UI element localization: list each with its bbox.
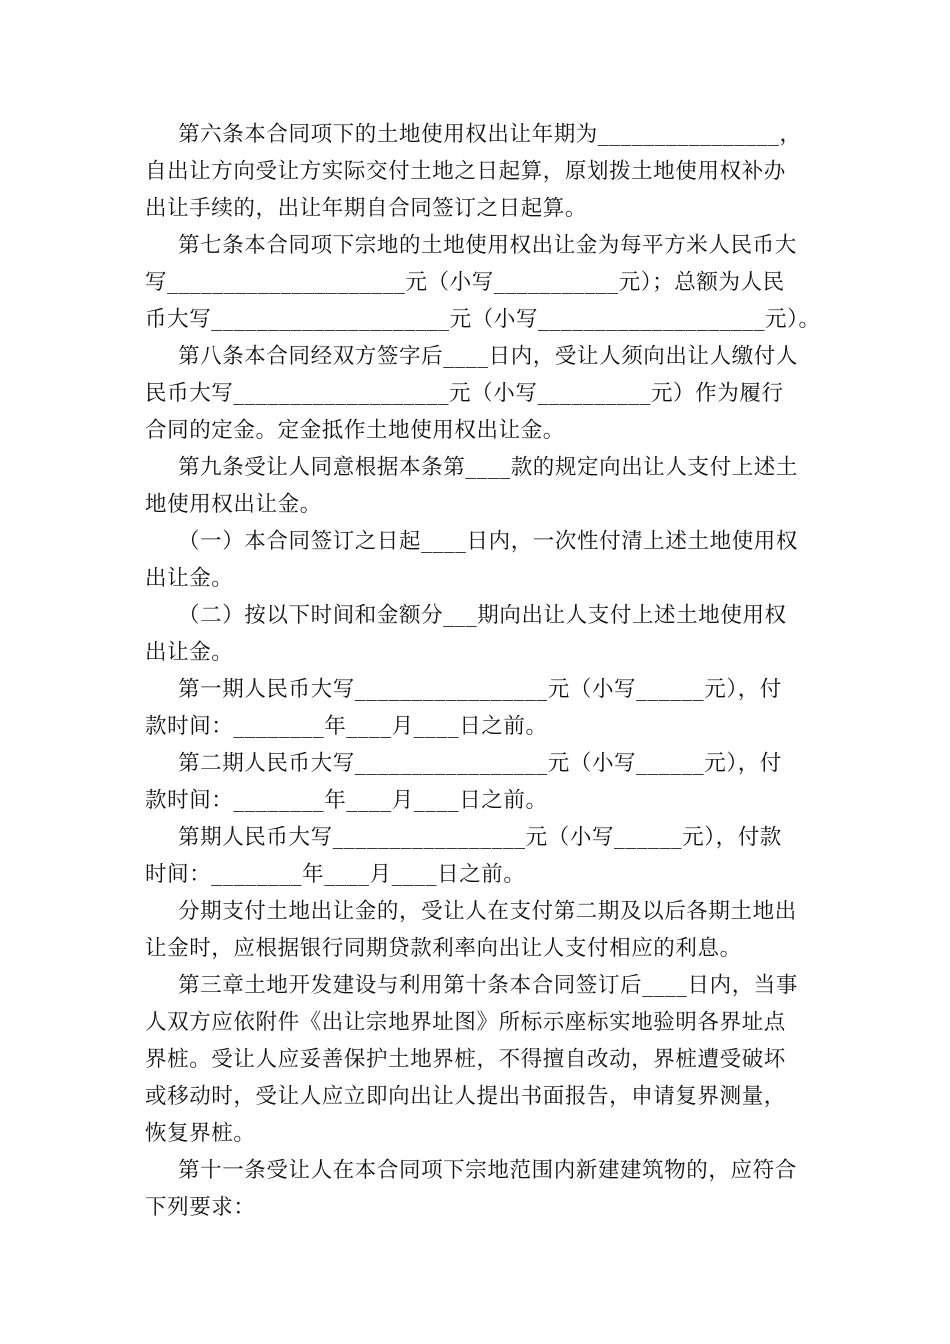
paragraph-line: 分期支付土地出让金的，受让人在支付第二期及以后各期土地出 — [178, 899, 797, 924]
paragraph-line: 写_____________________元（小写___________元）；总额为人民 — [145, 270, 785, 295]
paragraph-line: 款时间：________年____月____日之前。 — [145, 714, 548, 739]
paragraph-line: 第九条受让人同意根据本条第____款的规定向出让人支付上述土 — [178, 455, 799, 480]
paragraph-line: 界桩。受让人应妥善保护土地界桩，不得擅自改动，界桩遭受破坏 — [145, 1047, 786, 1072]
paragraph-line: 民币大写___________________元（小写__________元）作为履行 — [145, 381, 784, 406]
paragraph-line: 币大写_____________________元（小写____________________元）。 — [145, 307, 821, 332]
paragraph-line: 下列要求： — [145, 1195, 256, 1220]
paragraph-line: 人双方应依附件《出让宗地界址图》所标示座标实地验明各界址点 — [145, 1010, 786, 1035]
paragraph-line: 时间：________年____月____日之前。 — [145, 862, 526, 887]
paragraph-line: 第八条本合同经双方签字后____日内，受让人须向出让人缴付人 — [178, 344, 799, 369]
paragraph-line: 自出让方向受让方实际交付土地之日起算，原划拨土地使用权补办 — [145, 159, 786, 184]
paragraph-line: 地使用权出让金。 — [145, 492, 322, 517]
paragraph-line: 出让金。 — [145, 566, 234, 591]
paragraph-line: 第期人民币大写_________________元（小写______元），付款 — [178, 825, 782, 850]
paragraph-line: 第一期人民币大写_________________元（小写______元），付 — [178, 677, 782, 702]
paragraph-line: （二）按以下时间和金额分___期向出让人支付上述土地使用权 — [178, 603, 787, 628]
paragraph-line: 第六条本合同项下的土地使用权出让年期为________________， — [178, 122, 802, 147]
paragraph-line: 恢复界桩。 — [145, 1121, 256, 1146]
paragraph-line: （一）本合同签订之日起____日内，一次性付清上述土地使用权 — [178, 529, 799, 554]
paragraph-line: 或移动时，受让人应立即向出让人提出书面报告，申请复界测量， — [145, 1084, 786, 1109]
paragraph-line: 让金时，应根据银行同期贷款利率向出让人支付相应的利息。 — [145, 936, 742, 961]
paragraph-line: 出让金。 — [145, 640, 234, 665]
paragraph-line: 第三章土地开发建设与利用第十条本合同签订后____日内，当事 — [178, 973, 799, 998]
paragraph-line: 第十一条受让人在本合同项下宗地范围内新建建筑物的，应符合 — [178, 1158, 797, 1183]
paragraph-line: 第二期人民币大写_________________元（小写______元），付 — [178, 751, 782, 776]
paragraph-line: 款时间：________年____月____日之前。 — [145, 788, 548, 813]
paragraph-line: 出让手续的，出让年期自合同签订之日起算。 — [145, 196, 588, 221]
paragraph-line: 第七条本合同项下宗地的土地使用权出让金为每平方米人民币大 — [178, 233, 797, 258]
paragraph-line: 合同的定金。定金抵作土地使用权出让金。 — [145, 418, 565, 443]
